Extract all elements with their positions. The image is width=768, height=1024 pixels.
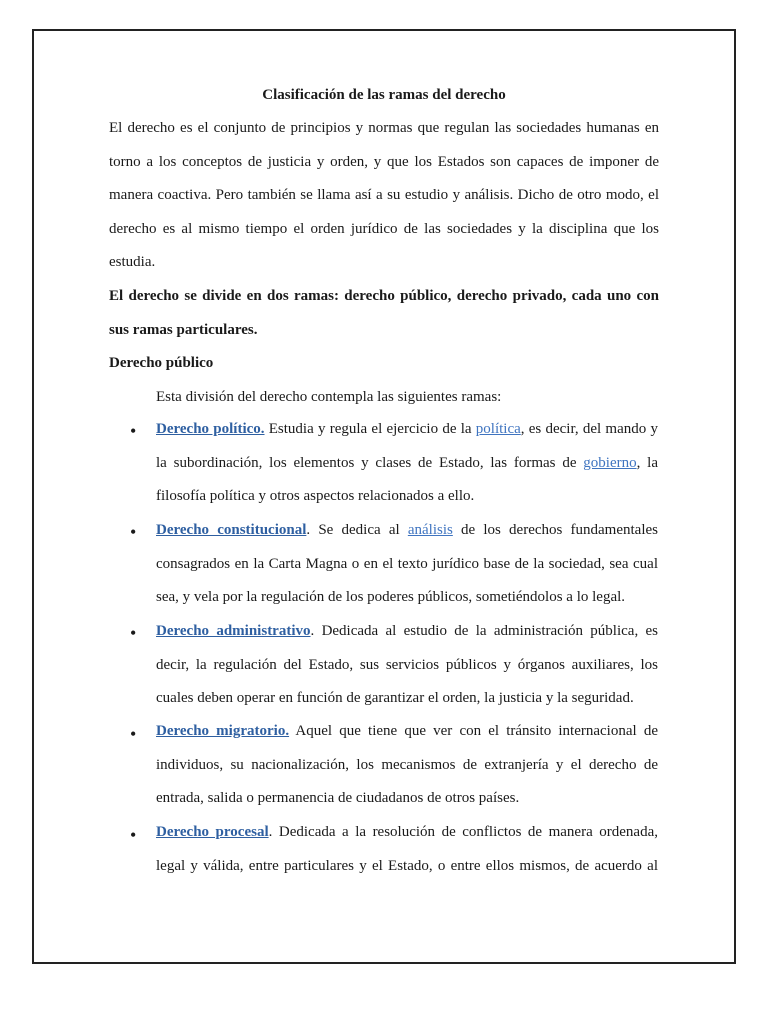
term-derecho-migratorio[interactable]: Derecho migratorio.	[156, 723, 290, 739]
bullet-icon: •	[130, 421, 137, 441]
list-item-derecho-procesal: Derecho procesal. Dedicada a la resolución de conflictos de manera ordenada, legal y válida, entre particulares y el Estado, o entre ellos mismos, de acuerdo al	[156, 824, 658, 874]
document-title: Clasificación de las ramas del derecho	[262, 87, 506, 103]
list-item-derecho-migratorio: Derecho migratorio. Aquel que tiene que ver con el tránsito internacional de individuos, su nacionalización, los mecanismos de extranjería y el derecho de entrada, salida o permanencia de ciudadanos de otros países.	[156, 723, 658, 806]
term-derecho-administrativo[interactable]: Derecho administrativo	[156, 623, 311, 639]
term-derecho-constitucional[interactable]: Derecho constitucional	[156, 522, 307, 538]
intro-paragraph: El derecho es el conjunto de principios y normas que regulan las sociedades humanas en torno a los conceptos de justicia y orden, y que los Estados son capaces de imponer de manera coactiva. Pero también se llama así a su estudio y análisis. Dicho de otro modo, el derecho es al mismo tiempo el orden jurídico de las sociedades y la disciplina que los estudia.	[109, 120, 659, 270]
bullet-icon: •	[130, 522, 137, 542]
bullet-icon: •	[130, 623, 137, 643]
bold-statement: El derecho se divide en dos ramas: derecho público, derecho privado, cada uno con sus ramas particulares.	[109, 288, 659, 338]
bullet-icon: •	[130, 825, 137, 845]
bullet-icon: •	[130, 724, 137, 744]
link-politica[interactable]: política	[475, 421, 521, 437]
term-derecho-politico[interactable]: Derecho político.	[156, 421, 265, 437]
list-item-derecho-politico: Derecho político. Estudia y regula el ejercicio de la política, es decir, del mando y la subordinación, los elementos y clases de Estado, las formas de gobierno, la filosofía política y otros aspectos relacionados a ello.	[156, 421, 658, 504]
section-intro: Esta división del derecho contempla las siguientes ramas:	[156, 389, 502, 405]
link-analisis[interactable]: análisis	[407, 522, 453, 538]
list-item-derecho-constitucional: Derecho constitucional. Se dedica al análisis de los derechos fundamentales consagrados en la Carta Magna o en el texto jurídico base de la sociedad, sea cual sea, y vela por la regulación de los poderes públicos, sometiéndolos a lo legal.	[156, 522, 659, 605]
section-heading: Derecho público	[109, 355, 214, 371]
link-gobierno[interactable]: gobierno	[583, 454, 637, 471]
term-derecho-procesal[interactable]: Derecho procesal	[156, 824, 269, 840]
list-item-derecho-administrativo: Derecho administrativo. Dedicada al estudio de la administración pública, es decir, la regulación del Estado, sus servicios públicos y órganos auxiliares, los cuales deben operar en función de garantizar el orden, la justicia y la seguridad.	[156, 623, 659, 706]
